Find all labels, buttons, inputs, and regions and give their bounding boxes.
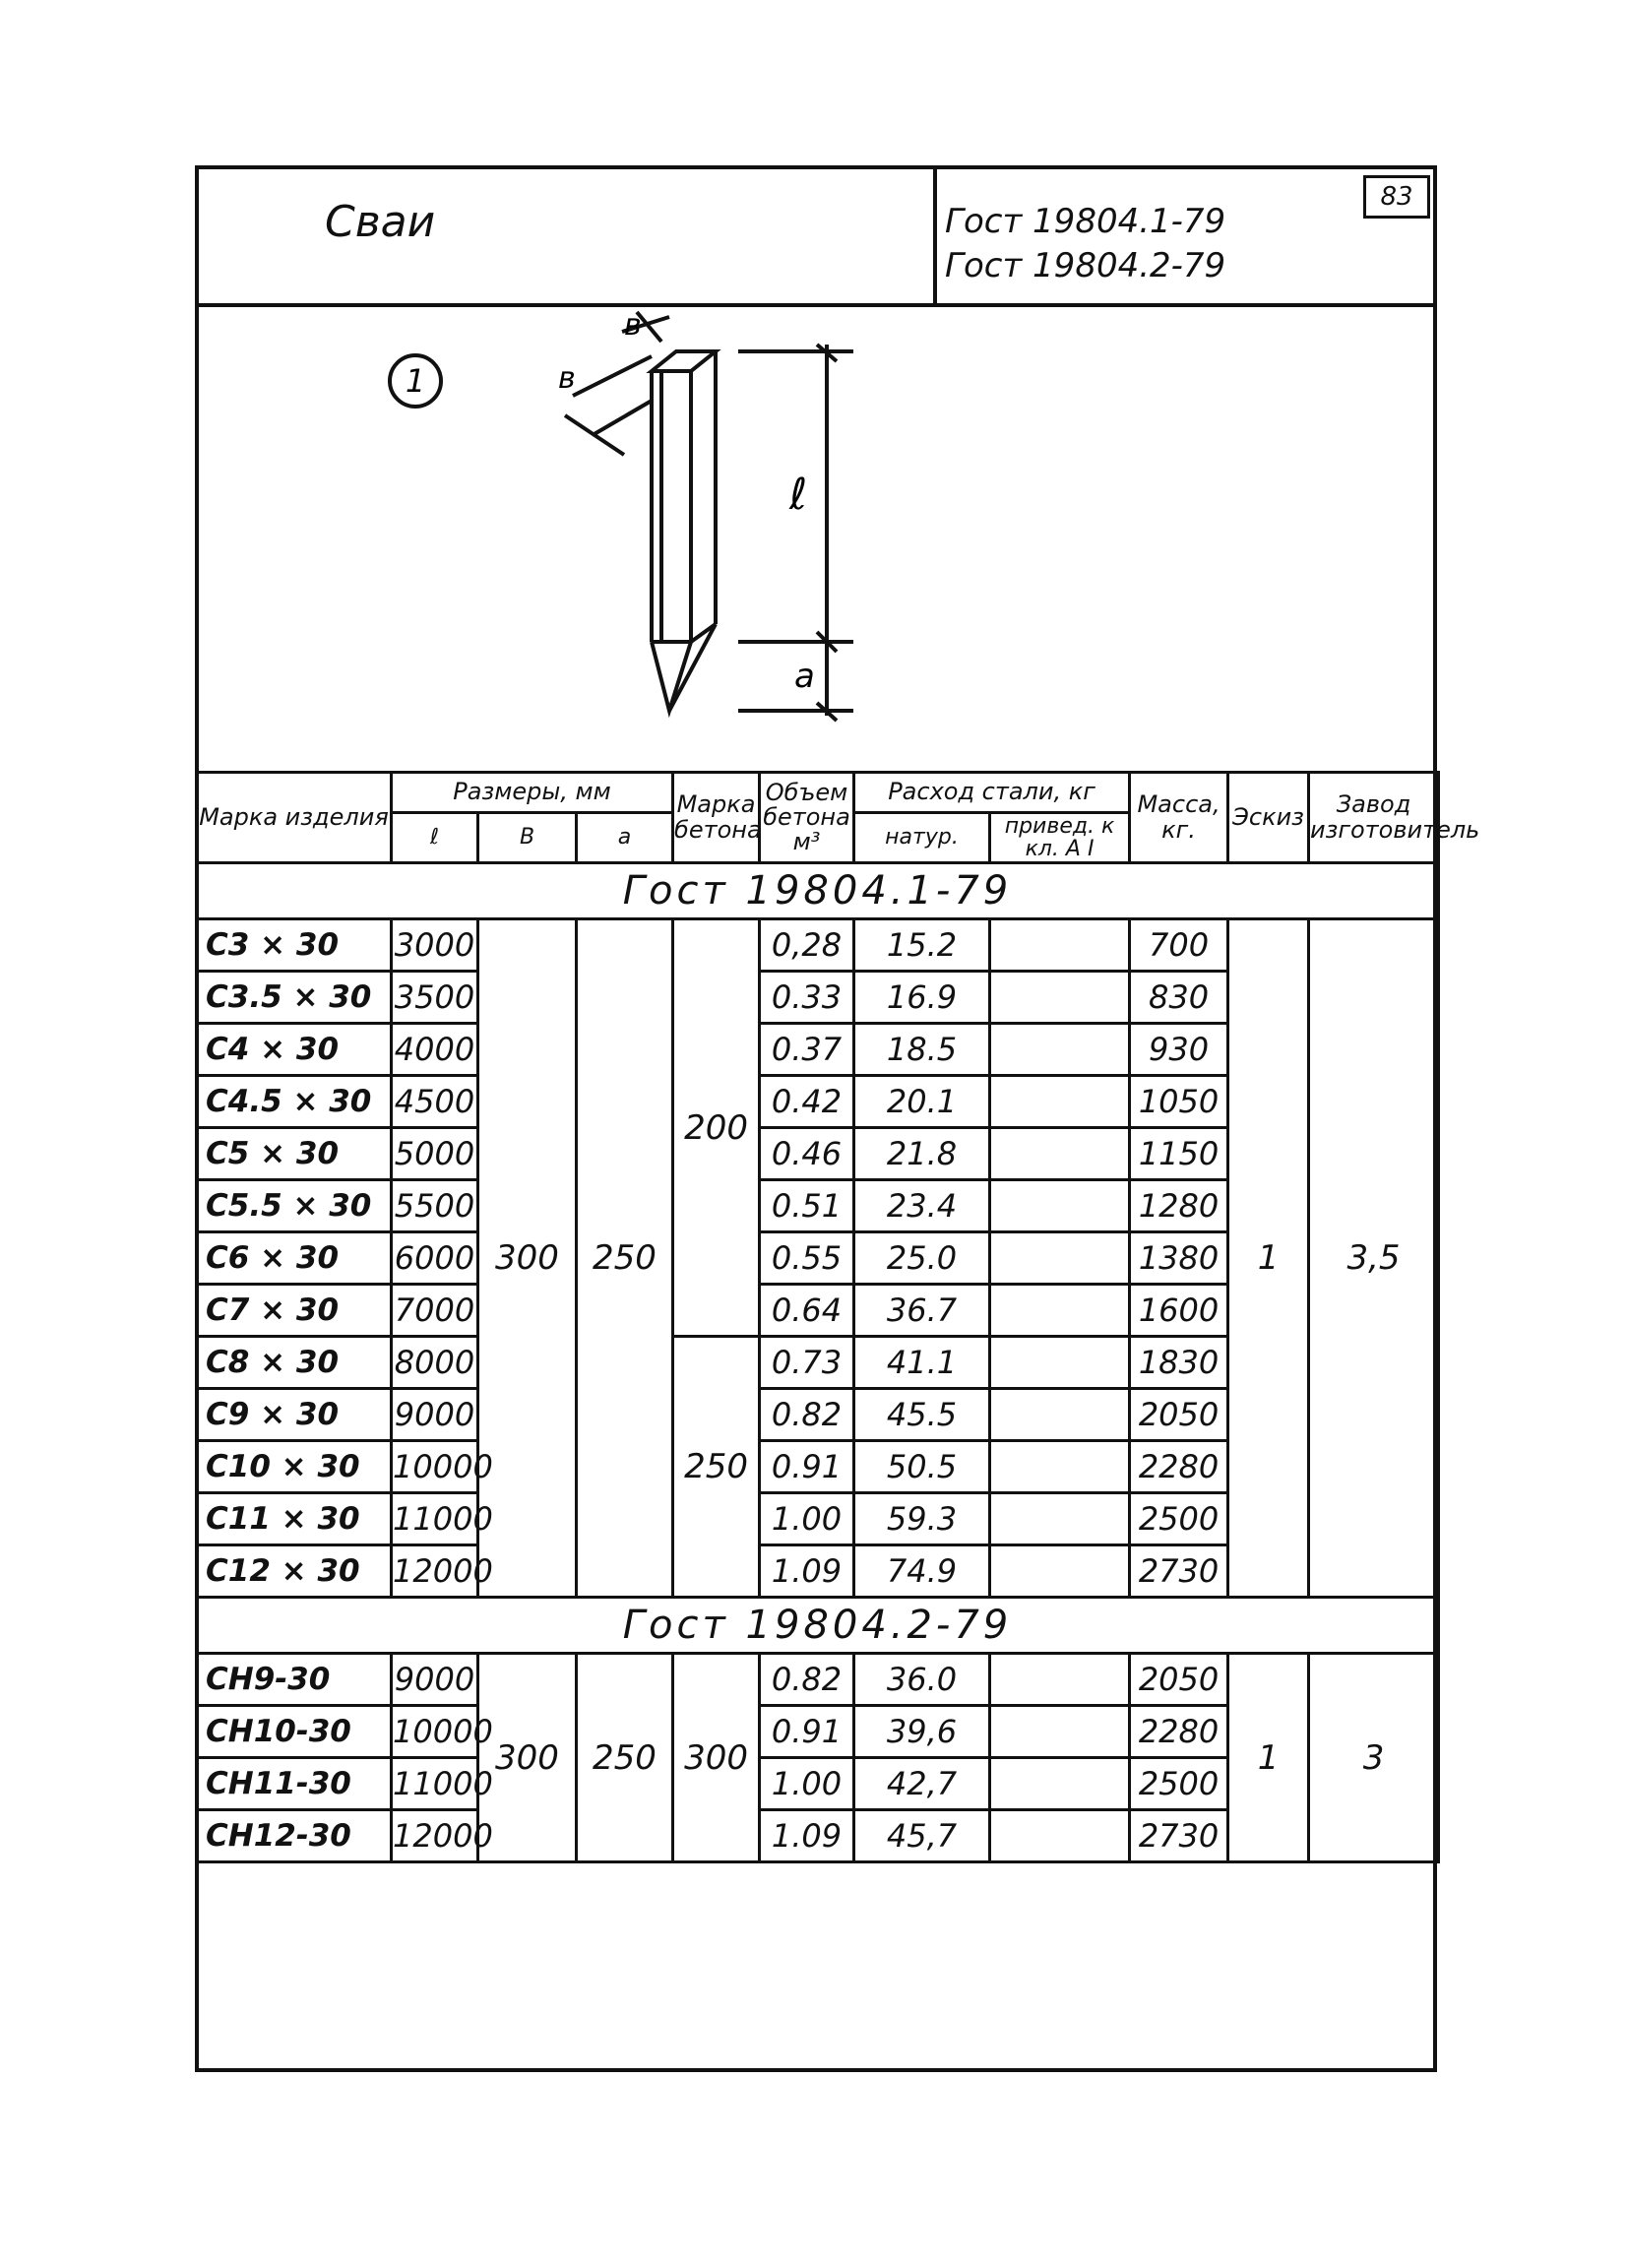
cell-mass: 1600 [1130,1285,1228,1337]
cell-volume: 1.00 [760,1758,854,1810]
cell-mark: С10 × 30 [197,1441,392,1493]
cell-reduced [990,1810,1130,1862]
col-steel: Расход стали, кг [854,773,1130,813]
cell-l: 7000 [392,1285,478,1337]
page-number: 83 [1363,175,1430,219]
cell-mass: 2050 [1130,1389,1228,1441]
cell-reduced [990,919,1130,972]
cell-natural: 36.0 [854,1654,990,1706]
cell-mass: 2280 [1130,1706,1228,1758]
group-1-title-row [197,863,1439,919]
cell-natural: 25.0 [854,1232,990,1285]
cell-plant-group2: 3 [1309,1654,1439,1862]
cell-l: 4500 [392,1076,478,1128]
cell-mass: 2730 [1130,1545,1228,1598]
cell-a-group2: 250 [577,1654,673,1862]
table-row [197,1654,1439,1706]
cell-natural: 45,7 [854,1810,990,1862]
cell-reduced [990,1654,1130,1706]
group-2-title: Гост 19804.2-79 [197,1598,1439,1654]
cell-natural: 18.5 [854,1024,990,1076]
specification-table [195,771,1480,2043]
cell-reduced [990,1758,1130,1810]
cell-volume: 0.46 [760,1128,854,1180]
cell-reduced [990,1337,1130,1389]
pile-sketch [199,307,1433,768]
label-b-top: в [624,308,642,343]
cell-b-group1: 300 [478,919,577,1598]
cell-mark: С9 × 30 [197,1389,392,1441]
cell-volume: 0.33 [760,972,854,1024]
standard-1: Гост 19804.1-79 [945,202,1226,241]
blank-cell [197,1862,1439,2044]
cell-mark: С3.5 × 30 [197,972,392,1024]
group-2-title-row [197,1598,1439,1654]
cell-mass: 700 [1130,919,1228,972]
pile-top-face [652,351,716,371]
table-blank-area [197,1862,1439,2044]
cell-reduced [990,1441,1130,1493]
col-l: ℓ [392,813,478,863]
cell-mass: 1830 [1130,1337,1228,1389]
cell-concrete-300: 300 [673,1654,760,1862]
cell-l: 3000 [392,919,478,972]
cell-natural: 20.1 [854,1076,990,1128]
cell-reduced [990,1706,1130,1758]
col-sizes: Размеры, мм [392,773,673,813]
cell-mark: С5 × 30 [197,1128,392,1180]
cell-l: 5500 [392,1180,478,1232]
cell-reduced [990,1389,1130,1441]
label-tip: а [794,657,815,696]
cell-l: 11000 [392,1493,478,1545]
cell-mass: 1380 [1130,1232,1228,1285]
cell-reduced [990,1128,1130,1180]
cell-volume: 0.64 [760,1285,854,1337]
col-natural: натур. [854,813,990,863]
cell-mass: 1050 [1130,1076,1228,1128]
cell-volume: 0.51 [760,1180,854,1232]
cell-mark: С5.5 × 30 [197,1180,392,1232]
cell-volume: 0.82 [760,1389,854,1441]
table-row [197,919,1439,972]
cell-volume: 0.91 [760,1441,854,1493]
cell-l: 11000 [392,1758,478,1810]
cell-mass: 2730 [1130,1810,1228,1862]
cell-sketch-group1: 1 [1228,919,1309,1598]
title-divider [933,165,937,307]
cell-l: 9000 [392,1389,478,1441]
cell-natural: 59.3 [854,1493,990,1545]
cell-volume: 0,28 [760,919,854,972]
label-b-side: в [558,361,576,396]
cell-volume: 1.09 [760,1545,854,1598]
col-mass: Масса, кг. [1130,773,1228,863]
table-header-row-1 [197,773,1439,813]
col-mark: Марка изделия [197,773,392,863]
cell-mark: СН12-30 [197,1810,392,1862]
col-reduced: привед. к кл. А I [990,813,1130,863]
cell-volume: 1.09 [760,1810,854,1862]
label-length: ℓ [789,470,808,520]
cell-mass: 2050 [1130,1654,1228,1706]
cell-mark: С11 × 30 [197,1493,392,1545]
cell-natural: 45.5 [854,1389,990,1441]
group-1-title: Гост 19804.1-79 [197,863,1439,919]
cell-natural: 23.4 [854,1180,990,1232]
cell-natural: 42,7 [854,1758,990,1810]
document-title: Сваи [325,197,436,247]
cell-mark: С6 × 30 [197,1232,392,1285]
cell-l: 12000 [392,1545,478,1598]
cell-mark: С3 × 30 [197,919,392,972]
cell-mark: СН9-30 [197,1654,392,1706]
cell-mass: 930 [1130,1024,1228,1076]
cell-natural: 15.2 [854,919,990,972]
cell-l: 10000 [392,1706,478,1758]
cell-mark: СН11-30 [197,1758,392,1810]
col-volume: Объем бетона м³ [760,773,854,863]
dim-width-tick-2 [593,401,652,435]
col-sketch: Эскиз [1228,773,1309,863]
cell-natural: 41.1 [854,1337,990,1389]
cell-reduced [990,1024,1130,1076]
cell-concrete-200: 200 [673,919,760,1337]
cell-mass: 2500 [1130,1493,1228,1545]
pile-tip [652,642,691,711]
cell-b-group2: 300 [478,1654,577,1862]
cell-reduced [990,1076,1130,1128]
cell-l: 6000 [392,1232,478,1285]
cell-mass: 830 [1130,972,1228,1024]
cell-concrete-250: 250 [673,1337,760,1598]
cell-natural: 74.9 [854,1545,990,1598]
cell-natural: 36.7 [854,1285,990,1337]
cell-l: 9000 [392,1654,478,1706]
cell-l: 4000 [392,1024,478,1076]
cell-reduced [990,1285,1130,1337]
cell-mass: 1280 [1130,1180,1228,1232]
cell-reduced [990,1545,1130,1598]
col-concrete-grade: Марка бетона [673,773,760,863]
cell-a-group1: 250 [577,919,673,1598]
cell-natural: 50.5 [854,1441,990,1493]
cell-sketch-group2: 1 [1228,1654,1309,1862]
col-a: а [577,813,673,863]
cell-volume: 0.82 [760,1654,854,1706]
cell-mass: 2280 [1130,1441,1228,1493]
cell-plant-group1: 3,5 [1309,919,1439,1598]
cell-mark: С4 × 30 [197,1024,392,1076]
cell-mark: С7 × 30 [197,1285,392,1337]
cell-mark: С4.5 × 30 [197,1076,392,1128]
cell-l: 8000 [392,1337,478,1389]
cell-volume: 1.00 [760,1493,854,1545]
figure-number: 1 [405,362,426,400]
col-plant: Завод изготовитель [1309,773,1439,863]
cell-mass: 2500 [1130,1758,1228,1810]
cell-volume: 0.91 [760,1706,854,1758]
cell-reduced [990,972,1130,1024]
cell-natural: 16.9 [854,972,990,1024]
cell-l: 3500 [392,972,478,1024]
cell-reduced [990,1493,1130,1545]
cell-mark: С8 × 30 [197,1337,392,1389]
cell-volume: 0.42 [760,1076,854,1128]
cell-l: 12000 [392,1810,478,1862]
cell-mass: 1150 [1130,1128,1228,1180]
cell-volume: 0.37 [760,1024,854,1076]
cell-volume: 0.73 [760,1337,854,1389]
cell-reduced [990,1232,1130,1285]
cell-reduced [990,1180,1130,1232]
cell-natural: 21.8 [854,1128,990,1180]
dim-width-tick-1 [573,356,652,396]
cell-mark: С12 × 30 [197,1545,392,1598]
cell-l: 10000 [392,1441,478,1493]
cell-volume: 0.55 [760,1232,854,1285]
standard-2: Гост 19804.2-79 [945,246,1226,285]
cell-mark: СН10-30 [197,1706,392,1758]
cell-l: 5000 [392,1128,478,1180]
col-b: В [478,813,577,863]
cell-natural: 39,6 [854,1706,990,1758]
